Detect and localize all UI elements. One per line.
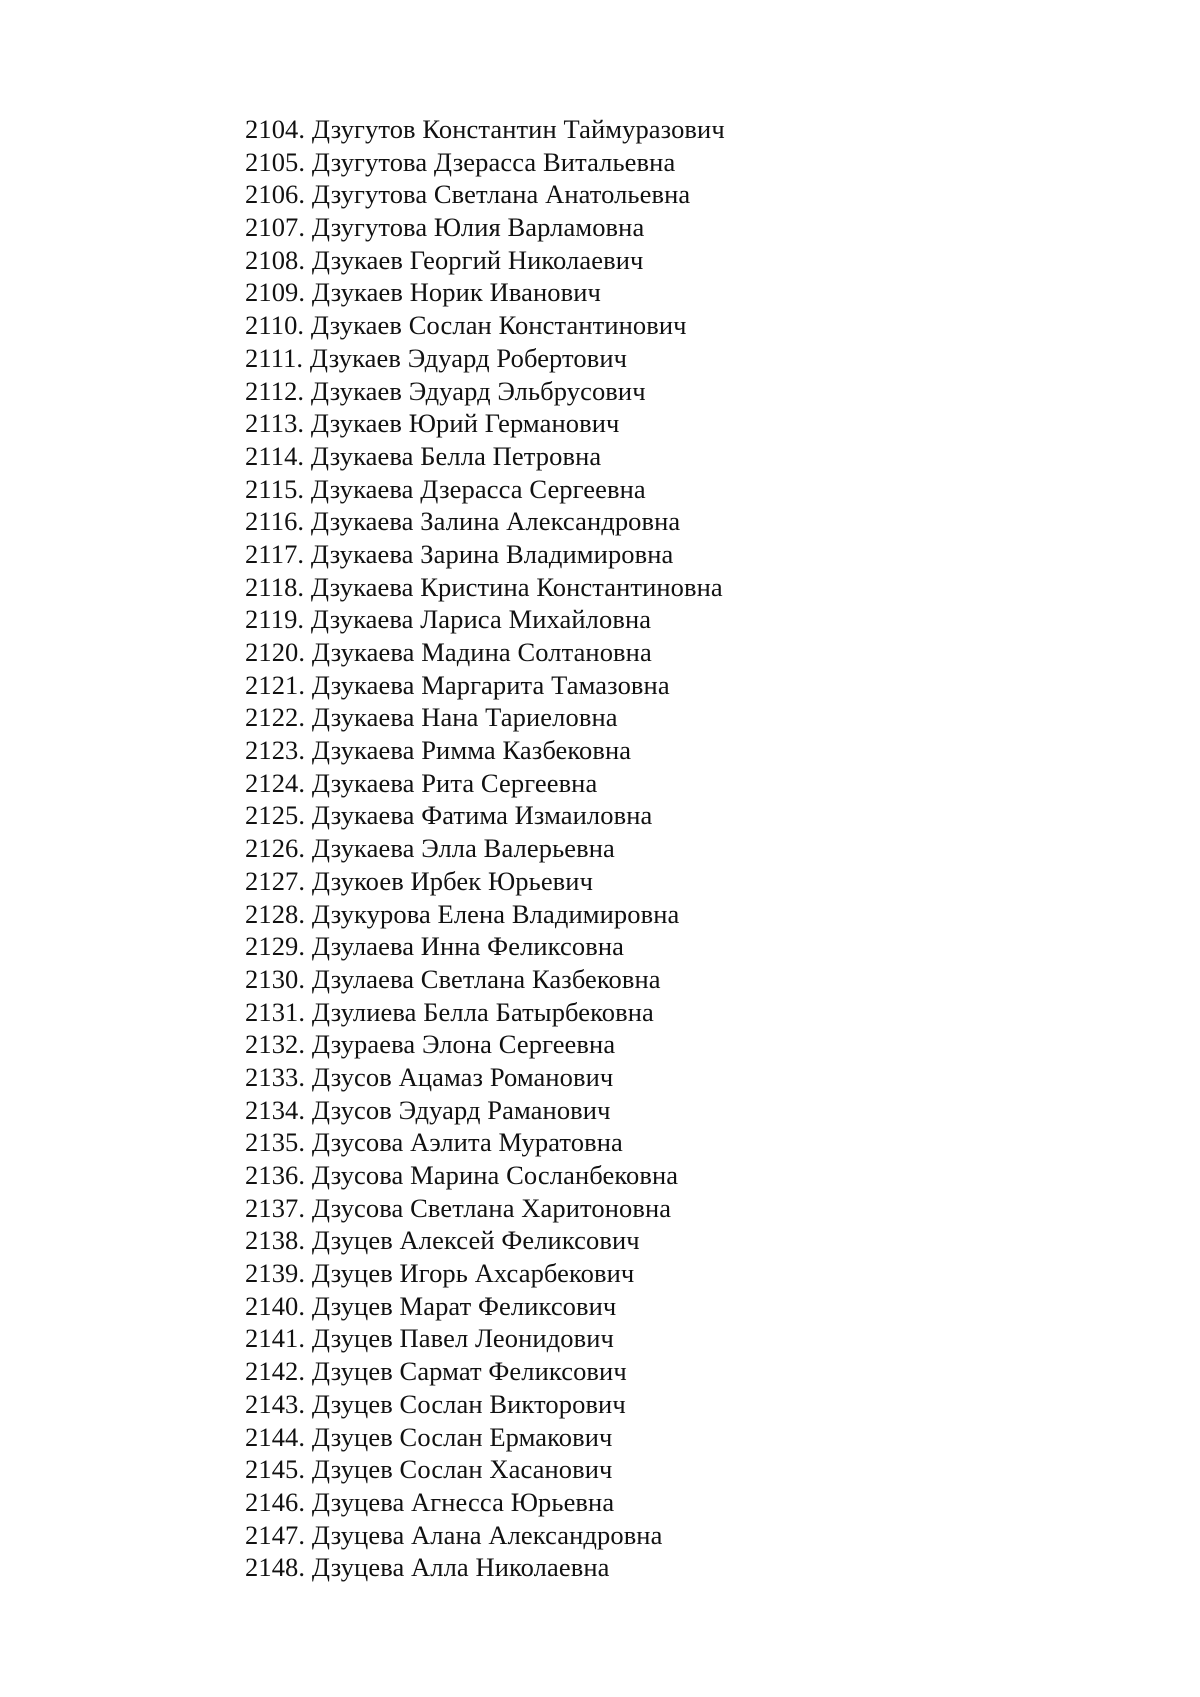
entry-number: 2117.: [245, 538, 305, 569]
entry-full-name: Дзулиева Белла Батырбековна: [311, 996, 654, 1027]
entry-full-name: Дзугутова Юлия Варламовна: [311, 212, 645, 243]
entry-full-name: Дзуцев Сослан Викторович: [311, 1388, 626, 1419]
entry-number: 2136.: [245, 1160, 306, 1190]
entry-number: 2108.: [245, 244, 306, 275]
list-item: [245, 375, 725, 408]
list-item: [245, 1486, 725, 1519]
entry-full-name: Дзуцев Сослан Хасанович: [311, 1454, 613, 1485]
entry-number: 2116.: [245, 506, 305, 537]
list-item: [245, 146, 725, 179]
list-item: [245, 930, 725, 963]
entry-number: 2140.: [245, 1290, 306, 1321]
entry-number: 2105.: [245, 146, 306, 177]
entry-full-name: Дзукаев Юрий Германович: [310, 408, 620, 439]
entry-number: 2127.: [245, 865, 306, 896]
entry-full-name: Дзусов Ацамаз Романович: [311, 1061, 614, 1092]
list-item: [245, 1421, 725, 1454]
list-item: [245, 1257, 725, 1290]
entry-number: 2113.: [245, 408, 305, 439]
list-item: [245, 669, 725, 702]
list-item: [245, 996, 725, 1029]
entry-full-name: Дзукаева Римма Казбековна: [311, 735, 632, 766]
entry-number: 2139.: [245, 1258, 306, 1289]
list-item: [245, 178, 725, 211]
entry-full-name: Дзугутов Константин Таймуразович: [311, 114, 725, 144]
list-item: [245, 1355, 725, 1388]
list-item: [245, 1192, 725, 1225]
entry-full-name: Дзукоев Ирбек Юрьевич: [311, 865, 593, 896]
entry-full-name: Дзугутова Дзерасса Витальевна: [311, 146, 676, 177]
entry-number: 2129.: [245, 931, 306, 962]
entry-number: 2122.: [245, 702, 306, 733]
entry-number: 2107.: [245, 212, 306, 243]
list-item: [245, 440, 725, 473]
entry-number: 2109.: [245, 277, 306, 308]
list-item: [245, 1159, 725, 1192]
entry-full-name: Дзулаева Инна Феликсовна: [311, 931, 624, 962]
list-item: [245, 1453, 725, 1486]
entry-full-name: Дзуцев Сослан Ермакович: [311, 1421, 613, 1452]
entry-full-name: Дзукаева Залина Александровна: [310, 506, 681, 537]
entry-number: 2141.: [245, 1323, 306, 1354]
entry-number: 2131.: [245, 996, 306, 1027]
entry-number: 2130.: [245, 963, 306, 994]
entry-full-name: Дзукаева Кристина Константиновна: [310, 571, 723, 602]
entry-number: 2148.: [245, 1552, 306, 1583]
entry-number: 2138.: [245, 1225, 306, 1256]
entry-number: 2104.: [245, 114, 306, 144]
list-item: [245, 571, 725, 604]
list-item: [245, 963, 725, 996]
entry-full-name: Дзукаев Георгий Николаевич: [311, 244, 644, 275]
entry-number: 2114.: [245, 440, 305, 471]
entry-full-name: Дзуцев Павел Леонидович: [311, 1323, 614, 1354]
list-item: [245, 799, 725, 832]
list-item: [245, 865, 725, 898]
list-item: [245, 734, 725, 767]
list-item: [245, 244, 725, 277]
entry-full-name: Дзукаев Сослан Константинович: [310, 310, 687, 341]
list-item: [245, 1388, 725, 1421]
entry-full-name: Дзукаев Эдуард Эльбрусович: [310, 375, 646, 406]
entry-number: 2110.: [245, 310, 305, 341]
entry-number: 2119.: [245, 604, 305, 635]
entry-number: 2126.: [245, 833, 306, 864]
entry-number: 2111.: [245, 342, 304, 373]
list-item: [245, 1061, 725, 1094]
list-item: [245, 538, 725, 571]
entry-number: 2145.: [245, 1454, 306, 1485]
list-item: [245, 1028, 725, 1061]
list-item: [245, 505, 725, 538]
entry-full-name: Дзукаева Зарина Владимировна: [310, 538, 674, 569]
entry-full-name: Дзусова Светлана Харитоновна: [311, 1192, 672, 1223]
entry-number: 2106.: [245, 179, 306, 210]
entry-full-name: Дзукаева Белла Петровна: [310, 440, 602, 471]
list-item: [245, 1126, 725, 1159]
entry-number: 2121.: [245, 669, 306, 700]
list-item: [245, 701, 725, 734]
list-item: [245, 1322, 725, 1355]
entry-full-name: Дзукаева Фатима Измаиловна: [311, 800, 653, 831]
list-item: [245, 636, 725, 669]
entry-full-name: Дзукаев Эдуард Робертович: [309, 342, 628, 373]
entry-full-name: Дзусова Аэлита Муратовна: [311, 1127, 623, 1158]
list-item: [245, 1290, 725, 1323]
entry-full-name: Дзугутова Светлана Анатольевна: [311, 179, 691, 210]
entry-number: 2143.: [245, 1388, 306, 1419]
entry-full-name: Дзуцев Сармат Феликсович: [311, 1356, 627, 1387]
entry-number: 2132.: [245, 1029, 306, 1060]
entry-full-name: Дзуцева Алана Александровна: [311, 1519, 663, 1550]
entry-number: 2112.: [245, 375, 305, 406]
list-item: [245, 603, 725, 636]
entry-full-name: Дзукаева Маргарита Тамазовна: [311, 669, 670, 700]
entry-number: 2142.: [245, 1356, 306, 1387]
entry-number: 2115.: [245, 473, 305, 504]
list-item: [245, 276, 725, 309]
entry-full-name: Дзуцев Игорь Ахсарбекович: [311, 1258, 635, 1289]
entry-full-name: Дзуцев Алексей Феликсович: [311, 1225, 640, 1256]
entry-number: 2144.: [245, 1421, 306, 1452]
list-item: [245, 767, 725, 800]
list-item: [245, 898, 725, 931]
entry-full-name: Дзураева Элона Сергеевна: [311, 1029, 616, 1060]
list-item: [245, 1551, 725, 1584]
list-item: [245, 342, 725, 375]
entry-full-name: Дзукаева Нана Тариеловна: [311, 702, 618, 733]
entry-number: 2120.: [245, 637, 306, 667]
entry-full-name: Дзусова Марина Сосланбековна: [311, 1160, 679, 1190]
entry-number: 2135.: [245, 1127, 306, 1158]
entry-full-name: Дзуцев Марат Феликсович: [311, 1290, 617, 1321]
entry-full-name: Дзукаева Лариса Михайловна: [310, 604, 652, 635]
entry-full-name: Дзукаева Дзерасса Сергеевна: [310, 473, 646, 504]
entry-number: 2124.: [245, 767, 306, 798]
entry-number: 2147.: [245, 1519, 306, 1550]
entry-number: 2137.: [245, 1192, 306, 1223]
entry-number: 2118.: [245, 571, 305, 602]
entry-full-name: Дзусов Эдуард Раманович: [311, 1094, 611, 1125]
entry-number: 2128.: [245, 898, 306, 929]
entry-full-name: Дзуцева Агнесса Юрьевна: [311, 1486, 615, 1517]
list-item: [245, 473, 725, 506]
entry-number: 2146.: [245, 1486, 306, 1517]
list-item: [245, 1224, 725, 1257]
entry-number: 2134.: [245, 1094, 306, 1125]
entry-full-name: Дзуцева Алла Николаевна: [311, 1552, 610, 1583]
list-item: [245, 1094, 725, 1127]
entry-full-name: Дзукаева Элла Валерьевна: [311, 833, 615, 864]
name-list: [245, 113, 725, 1584]
list-item: [245, 309, 725, 342]
entry-full-name: Дзулаева Светлана Казбековна: [311, 963, 661, 994]
list-item: [245, 407, 725, 440]
list-item: [245, 1519, 725, 1552]
entry-full-name: Дзукурова Елена Владимировна: [311, 898, 680, 929]
entry-number: 2123.: [245, 735, 306, 766]
entry-full-name: Дзукаева Мадина Солтановна: [311, 637, 652, 667]
entry-full-name: Дзукаев Норик Иванович: [311, 277, 601, 308]
list-item: [245, 211, 725, 244]
entry-number: 2125.: [245, 800, 306, 831]
list-item: [245, 832, 725, 865]
entry-number: 2133.: [245, 1061, 306, 1092]
entry-full-name: Дзукаева Рита Сергеевна: [311, 767, 598, 798]
list-item: [245, 113, 725, 146]
